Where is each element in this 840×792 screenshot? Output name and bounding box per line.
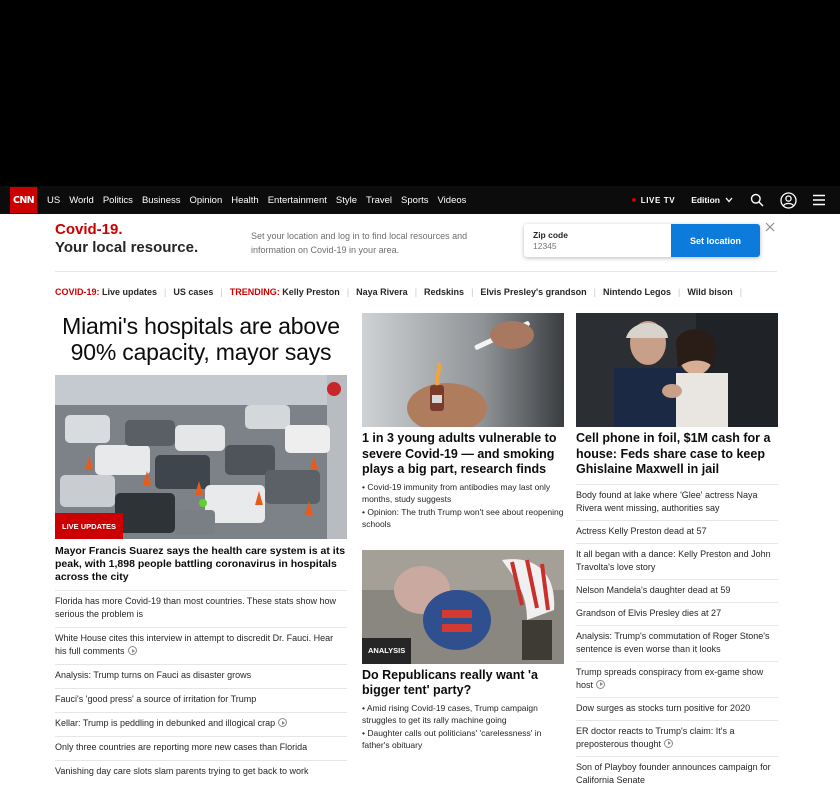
- trending-link-us-cases[interactable]: US cases: [173, 287, 214, 297]
- nav-link-business[interactable]: Business: [141, 194, 181, 206]
- list-item[interactable]: [576, 543, 778, 579]
- trending-link-naya-rivera[interactable]: Naya Rivera: [356, 287, 408, 297]
- smoking-story-bullets: [362, 481, 564, 531]
- lead-story-column: [55, 313, 347, 784]
- nav-link-travel[interactable]: Travel: [366, 194, 393, 206]
- list-item-text: Vanishing day care slots slam parents trying to get back to work: [55, 766, 309, 776]
- zip-code-label: Zip code: [533, 230, 568, 240]
- nav-link-entertainment[interactable]: Entertainment: [267, 194, 327, 206]
- list-item[interactable]: [55, 664, 347, 688]
- top-nav-bar: [0, 186, 840, 214]
- trending-link-redskins[interactable]: Redskins: [424, 287, 465, 297]
- nav-links: [47, 186, 475, 214]
- analysis-badge: ANALYSIS: [362, 638, 411, 664]
- live-tv-link[interactable]: [632, 196, 675, 205]
- separator: |: [414, 287, 418, 297]
- trending-bar: [55, 287, 749, 297]
- zip-code-input[interactable]: [533, 241, 643, 251]
- list-item-text: Trump spreads conspiracy from ex-game show host: [576, 666, 764, 690]
- play-video-icon: [278, 718, 287, 727]
- republicans-story-headline[interactable]: Do Republicans really want 'a bigger tent' party?: [362, 667, 538, 697]
- list-item-text: Son of Playboy founder announces campaign for California Senate: [576, 761, 771, 785]
- play-video-icon: [596, 680, 605, 689]
- list-item[interactable]: [55, 590, 347, 627]
- live-dot-icon: [632, 198, 636, 202]
- separator: |: [471, 287, 474, 297]
- list-item[interactable]: [55, 688, 347, 712]
- nav-link-sports[interactable]: Sports: [401, 194, 429, 206]
- smoking-story-image[interactable]: [362, 313, 564, 427]
- trending-link-kelly-preston[interactable]: Kelly Preston: [282, 287, 340, 297]
- list-item[interactable]: [576, 625, 778, 661]
- list-item-text: Body found at lake where 'Glee' actress Naya Rivera went missing, authorities say: [576, 489, 758, 513]
- list-item[interactable]: [55, 760, 347, 784]
- trending-label: TRENDING:: [229, 287, 280, 297]
- maxwell-story-headline[interactable]: Cell phone in foil, $1M cash for a house: Feds share case to keep Ghislaine Maxwell in jail: [576, 431, 771, 476]
- nav-right-controls: [632, 186, 840, 214]
- search-icon[interactable]: [747, 190, 767, 210]
- list-item[interactable]: [576, 520, 778, 543]
- list-item[interactable]: [576, 720, 778, 756]
- list-item-text: It all began with a dance: Kelly Preston and John Travolta's love story: [576, 548, 771, 572]
- right-column-list: [576, 484, 778, 792]
- list-item-text: ER doctor reacts to Trump's claim: It's a preposterous thought: [576, 725, 735, 749]
- zip-code-form: [524, 224, 760, 257]
- list-item[interactable]: • Amid rising Covid-19 cases, Trump campaign struggles to get its rally machine going: [362, 702, 538, 725]
- republicans-story-image[interactable]: [362, 550, 564, 664]
- list-item-text: Fauci's 'good press' a source of irritation for Trump: [55, 694, 257, 704]
- close-icon[interactable]: [764, 220, 776, 232]
- covid-title-dark: Your local resource.: [55, 239, 199, 256]
- lead-headline[interactable]: Miami's hospitals are above 90% capacity, mayor says: [62, 313, 340, 365]
- lead-story-summary[interactable]: Mayor Francis Suarez says the health care system is at its peak, with 1,898 people battling coronavirus in hospitals across the city: [55, 545, 346, 583]
- nav-link-world[interactable]: World: [69, 194, 94, 206]
- covid-description: Set your location and log in to find local resources and information on Covid-19 in your area.: [251, 231, 468, 255]
- nav-link-opinion[interactable]: Opinion: [189, 194, 223, 206]
- trending-link-live-updates[interactable]: Live updates: [102, 287, 158, 297]
- play-video-icon: [128, 646, 137, 655]
- right-column: [576, 313, 778, 792]
- list-item-text: Nelson Mandela's daughter dead at 59: [576, 584, 731, 595]
- nav-link-health[interactable]: Health: [231, 194, 259, 206]
- maxwell-story-image[interactable]: [576, 313, 778, 427]
- list-item-text: Dow surges as stocks turn positive for 2020: [576, 702, 751, 713]
- smoking-story-headline[interactable]: 1 in 3 young adults vulnerable to severe Covid-19 — and smoking plays a big part, research finds: [362, 431, 557, 476]
- trending-link-wild-bison[interactable]: Wild bison: [687, 287, 733, 297]
- list-item[interactable]: [576, 697, 778, 720]
- trending-link-nintendo-legos[interactable]: Nintendo Legos: [602, 287, 671, 297]
- separator: |: [220, 287, 223, 297]
- list-item-text: Analysis: Trump's commutation of Roger Stone's sentence is even worse than it looks: [576, 630, 770, 654]
- hamburger-menu-icon[interactable]: [809, 190, 829, 210]
- covid-title-red: Covid-19.: [55, 221, 123, 238]
- nav-link-videos[interactable]: Videos: [437, 194, 467, 206]
- list-item[interactable]: [576, 661, 778, 697]
- trending-link-elvis-grandson[interactable]: Elvis Presley's grandson: [480, 287, 587, 297]
- nav-link-us[interactable]: US: [47, 194, 61, 206]
- separator: |: [593, 287, 596, 297]
- chevron-down-icon: [725, 196, 733, 205]
- list-item-text: Florida has more Covid-19 than most countries. These stats show how serious the problem is: [55, 596, 336, 619]
- list-item[interactable]: • Opinion: The truth Trump won't see about reopening schools: [362, 506, 564, 529]
- banner-divider: [55, 271, 777, 272]
- republicans-story-bullets: [362, 702, 564, 752]
- nav-link-style[interactable]: Style: [335, 194, 357, 206]
- separator: |: [739, 287, 743, 297]
- list-item[interactable]: [55, 627, 347, 664]
- edition-label: Edition: [691, 195, 720, 205]
- edition-dropdown[interactable]: [691, 195, 733, 205]
- set-location-button[interactable]: Set location: [671, 224, 760, 257]
- covid-banner-title: [55, 221, 198, 256]
- list-item-text: Grandson of Elvis Presley dies at 27: [576, 607, 722, 618]
- separator: |: [677, 287, 681, 297]
- list-item[interactable]: [55, 712, 347, 736]
- list-item-text: White House cites this interview in attempt to discredit Dr. Fauci. Hear his full comments: [55, 633, 334, 656]
- list-item-text: Actress Kelly Preston dead at 57: [576, 525, 707, 536]
- cnn-logo[interactable]: CNN: [10, 187, 37, 213]
- blank-black-area: [0, 0, 840, 186]
- list-item[interactable]: [576, 484, 778, 520]
- list-item-text: Only three countries are reporting more new cases than Florida: [55, 742, 308, 752]
- middle-column: [362, 313, 564, 752]
- live-tv-label: LIVE TV: [640, 195, 676, 205]
- separator: |: [164, 287, 167, 297]
- lead-related-list: [55, 590, 347, 784]
- nav-link-politics[interactable]: Politics: [102, 194, 133, 206]
- list-item[interactable]: [576, 579, 778, 602]
- list-item[interactable]: [576, 756, 778, 792]
- lead-story-image[interactable]: [55, 375, 347, 539]
- list-item[interactable]: [576, 602, 778, 625]
- account-icon[interactable]: [778, 190, 798, 210]
- list-item[interactable]: • Daughter calls out politicians' 'carelessness' in father's obituary: [362, 727, 542, 750]
- separator: |: [346, 287, 350, 297]
- covid-label: COVID-19:: [55, 287, 100, 297]
- list-item[interactable]: • Covid-19 immunity from antibodies may last only months, study suggests: [362, 481, 551, 504]
- live-updates-badge: LIVE UPDATES: [55, 513, 123, 539]
- list-item-text: Kellar: Trump is peddling in debunked and illogical crap: [55, 718, 276, 728]
- list-item-text: Analysis: Trump turns on Fauci as disaster grows: [55, 670, 252, 680]
- play-video-icon: [664, 739, 673, 748]
- list-item[interactable]: [55, 736, 347, 760]
